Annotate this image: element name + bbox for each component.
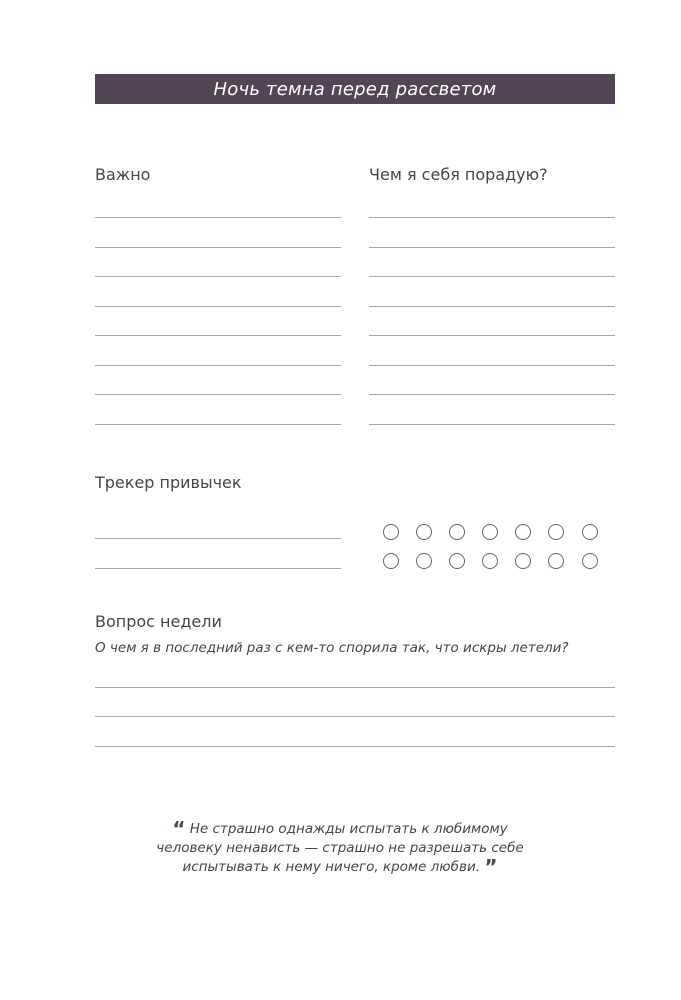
- habit-checkbox[interactable]: [482, 553, 498, 569]
- writing-line[interactable]: [369, 247, 615, 248]
- writing-line[interactable]: [95, 217, 341, 218]
- habit-checkbox[interactable]: [515, 553, 531, 569]
- writing-line[interactable]: [95, 247, 341, 248]
- heading-treat: Чем я себя порадую?: [369, 165, 548, 184]
- writing-line[interactable]: [95, 424, 341, 425]
- close-quote-icon: ”: [484, 855, 498, 879]
- writing-line[interactable]: [95, 394, 341, 395]
- answer-line[interactable]: [95, 687, 615, 688]
- quote-line: Не страшно однажды испытать к любимому: [189, 821, 508, 837]
- writing-line[interactable]: [369, 365, 615, 366]
- habit-checkbox[interactable]: [482, 524, 498, 540]
- writing-line[interactable]: [369, 276, 615, 277]
- writing-line[interactable]: [95, 365, 341, 366]
- writing-line[interactable]: [95, 335, 341, 336]
- habit-checkbox[interactable]: [449, 553, 465, 569]
- writing-line[interactable]: [369, 424, 615, 425]
- habit-checkbox[interactable]: [383, 524, 399, 540]
- habit-checkbox[interactable]: [416, 524, 432, 540]
- habit-checkbox[interactable]: [582, 524, 598, 540]
- habit-checkbox[interactable]: [548, 553, 564, 569]
- open-quote-icon: “: [172, 817, 186, 841]
- page-banner: [95, 74, 615, 104]
- banner-title: Ночь темна перед рассветом: [213, 78, 497, 100]
- quote-block: [120, 817, 560, 879]
- answer-line[interactable]: [95, 746, 615, 747]
- writing-line[interactable]: [369, 306, 615, 307]
- writing-line[interactable]: [369, 394, 615, 395]
- writing-line[interactable]: [95, 306, 341, 307]
- habit-checkbox[interactable]: [383, 553, 399, 569]
- writing-line[interactable]: [95, 276, 341, 277]
- habit-checkbox[interactable]: [548, 524, 564, 540]
- habit-line[interactable]: [95, 538, 341, 539]
- habit-checkbox[interactable]: [582, 553, 598, 569]
- heading-habit-tracker: Трекер привычек: [95, 473, 242, 492]
- habit-line[interactable]: [95, 568, 341, 569]
- weekly-question: О чем я в последний раз с кем-то спорила так, что искры летели?: [95, 640, 569, 656]
- writing-line[interactable]: [369, 335, 615, 336]
- heading-important: Важно: [95, 165, 151, 184]
- answer-line[interactable]: [95, 716, 615, 717]
- habit-checkbox[interactable]: [416, 553, 432, 569]
- quote-line: человеку ненависть — страшно не разрешать себе: [156, 840, 524, 856]
- habit-checkbox[interactable]: [515, 524, 531, 540]
- writing-line[interactable]: [369, 217, 615, 218]
- quote-line: испытывать к нему ничего, кроме любви.: [182, 859, 481, 875]
- habit-checkbox[interactable]: [449, 524, 465, 540]
- heading-question-of-week: Вопрос недели: [95, 612, 222, 631]
